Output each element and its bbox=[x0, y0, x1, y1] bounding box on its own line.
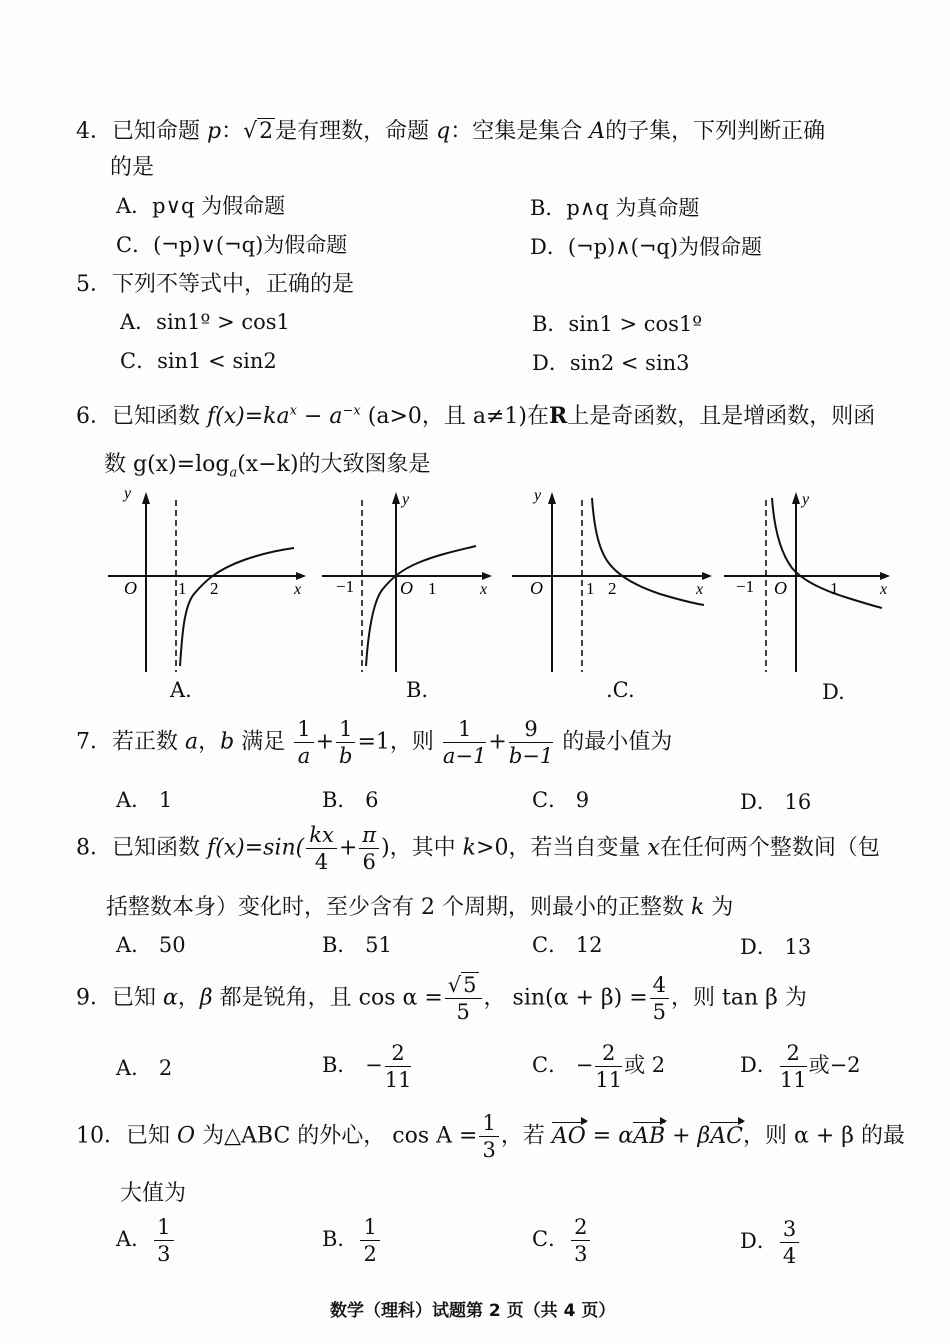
q6-graph-a-label[interactable]: A. bbox=[170, 678, 192, 702]
q6-graph-c-label[interactable]: .C. bbox=[606, 678, 635, 702]
q6-graph-b-label[interactable]: B. bbox=[406, 678, 429, 702]
fraction: $\frac{4}{5}$ bbox=[650, 972, 669, 1025]
origin-label: O bbox=[530, 578, 543, 598]
q6-graph-c bbox=[510, 486, 720, 676]
fraction: $\frac{1}{3}$ bbox=[479, 1110, 498, 1163]
fraction: $\frac{1}{a}$ bbox=[294, 716, 313, 769]
tick-1: 1 bbox=[586, 579, 595, 598]
y-axis-arrow bbox=[548, 492, 556, 504]
x-label: x bbox=[696, 581, 704, 598]
curve bbox=[366, 546, 476, 666]
x-label: x bbox=[294, 581, 302, 598]
q4-option-a[interactable]: A．p∨q 为假命题 bbox=[116, 194, 286, 218]
curve bbox=[180, 548, 294, 666]
tick-1: 1 bbox=[830, 579, 839, 598]
tick-2: 2 bbox=[210, 579, 219, 598]
x-axis-arrow bbox=[296, 572, 306, 580]
vector-ab: AB bbox=[633, 1123, 666, 1149]
origin-label: O bbox=[124, 578, 137, 598]
x-label: x bbox=[480, 581, 488, 598]
q6-graph-d-label[interactable]: D. bbox=[822, 680, 845, 704]
tick-2: 2 bbox=[608, 579, 617, 598]
q7-option-a[interactable]: A． 1 bbox=[116, 788, 173, 812]
q7-option-d[interactable]: D． 16 bbox=[740, 790, 812, 814]
q4-option-d[interactable]: D．(¬p)∧(¬q)为假命题 bbox=[530, 235, 763, 259]
q5-stem: 5．下列不等式中，正确的是 bbox=[76, 272, 355, 297]
x-axis-arrow bbox=[702, 572, 712, 580]
y-label: y bbox=[802, 491, 810, 508]
curve bbox=[772, 498, 882, 608]
fraction: $\frac{2}{11}$ bbox=[595, 1041, 623, 1092]
tick-neg1: −1 bbox=[336, 577, 355, 596]
q5-option-c[interactable]: C．sin1 < sin2 bbox=[120, 349, 277, 373]
fraction: $\frac{1}{a-1}$ bbox=[442, 717, 487, 768]
fraction: $\frac{2}{11}$ bbox=[384, 1041, 412, 1092]
fraction: $\frac{kx}{4}$ bbox=[306, 822, 337, 875]
tick-neg1: −1 bbox=[736, 577, 755, 596]
q7-option-c[interactable]: C． 9 bbox=[532, 788, 590, 812]
vector-ac: AC bbox=[710, 1123, 743, 1149]
fraction: $\frac{2}{3}$ bbox=[571, 1214, 590, 1267]
tick-1: 1 bbox=[428, 579, 437, 598]
origin-label: O bbox=[400, 578, 413, 598]
page-footer: 数学（理科）试题第 2 页（共 4 页） bbox=[330, 1301, 616, 1321]
q6-stem-line2: 数 $g(x)=\log_a(x-k)$的大致图象是 bbox=[104, 452, 431, 481]
q5-option-a[interactable]: A．sin1º > cos1 bbox=[120, 310, 290, 334]
q9-option-d[interactable]: D． $\frac{2}{11}$ 或−2 bbox=[740, 1041, 861, 1092]
q4-stem-line1: 4．已知命题 p：√2是有理数，命题 q：空集是集合 A的子集，下列判断正确 bbox=[76, 119, 826, 144]
q6-stem-line1: 6．已知函数 $f(x)=ka^x - a^{-x}$ (a>0，且 a≠1)在R上是奇函数，且是增函数，则函 bbox=[76, 403, 876, 429]
q6-graph-b bbox=[320, 486, 500, 676]
fraction: $\frac{1}{b}$ bbox=[336, 716, 355, 769]
q10-stem-line1: 10．已知 O 为△ABC 的外心， cos A = $\frac{1}{3}$ ，若 AO = αAB + βAC，则 α + β 的最 bbox=[76, 1111, 905, 1162]
y-label: y bbox=[534, 487, 542, 504]
x-axis-arrow bbox=[880, 572, 890, 580]
q4-stem-line2: 的是 bbox=[110, 155, 155, 180]
y-axis-arrow bbox=[142, 492, 150, 504]
q8-option-d[interactable]: D． 13 bbox=[740, 935, 812, 959]
x-label: x bbox=[880, 581, 888, 598]
q7-stem: 7．若正数 a，b 满足 $\frac{1}{a}$ + $\frac{1}{b}$ =1，则 $\frac{1}{a-1}$ + $\frac{9}{b-1}$ 的最小值为 bbox=[76, 717, 673, 768]
origin-label: O bbox=[774, 578, 787, 598]
q8-stem-line2: 括整数本身）变化时，至少含有 2 个周期，则最小的正整数 k 为 bbox=[106, 895, 734, 920]
q9-option-a[interactable]: A． 2 bbox=[116, 1056, 173, 1080]
q7-option-b[interactable]: B． 6 bbox=[322, 788, 379, 812]
y-label: y bbox=[124, 486, 132, 502]
q10-option-b[interactable]: B． $\frac{1}{2}$ bbox=[322, 1214, 382, 1267]
tick-1: 1 bbox=[178, 579, 187, 598]
q6-graph-d bbox=[722, 486, 898, 676]
y-axis-arrow bbox=[392, 492, 400, 504]
fraction: $\frac{√5}{5}$ bbox=[445, 972, 482, 1025]
q9-option-b[interactable]: B． − $\frac{2}{11}$ bbox=[322, 1041, 412, 1092]
q10-stem-line2: 大值为 bbox=[120, 1181, 187, 1206]
q10-option-c[interactable]: C． $\frac{2}{3}$ bbox=[532, 1214, 592, 1267]
q4-option-c[interactable]: C．(¬p)∨(¬q)为假命题 bbox=[116, 233, 348, 257]
fraction: $\frac{3}{4}$ bbox=[780, 1216, 799, 1269]
y-label: y bbox=[402, 491, 410, 508]
fraction: $\frac{1}{2}$ bbox=[360, 1214, 379, 1267]
q10-option-a[interactable]: A． $\frac{1}{3}$ bbox=[116, 1214, 176, 1267]
x-axis-arrow bbox=[482, 572, 492, 580]
q8-option-c[interactable]: C． 12 bbox=[532, 933, 603, 957]
q9-stem: 9．已知 α，β 都是锐角，且 cos α = $\frac{√5}{5}$ ， sin(α + β) = $\frac{4}{5}$ ，则 tan β 为 bbox=[76, 973, 807, 1024]
q6-graph-a bbox=[104, 486, 314, 676]
fraction: $\frac{\pi}{6}$ bbox=[359, 822, 379, 875]
q4-option-b[interactable]: B．p∧q 为真命题 bbox=[530, 196, 700, 220]
vector-ao: AO bbox=[551, 1123, 586, 1149]
q8-option-a[interactable]: A． 50 bbox=[116, 933, 186, 957]
q5-option-b[interactable]: B．sin1 > cos1º bbox=[532, 312, 703, 336]
fraction: $\frac{2}{11}$ bbox=[779, 1041, 807, 1092]
q8-stem-line1: 8．已知函数 f(x)=sin( $\frac{kx}{4}$ + $\frac{\pi}{6}$ )，其中 k>0，若当自变量 x在任何两个整数间（包 bbox=[76, 823, 880, 874]
fraction: $\frac{1}{3}$ bbox=[154, 1214, 173, 1267]
q8-option-b[interactable]: B． 51 bbox=[322, 933, 392, 957]
q10-option-d[interactable]: D． $\frac{3}{4}$ bbox=[740, 1216, 801, 1269]
q9-option-c[interactable]: C． − $\frac{2}{11}$ 或 2 bbox=[532, 1041, 666, 1092]
fraction: $\frac{9}{b-1}$ bbox=[508, 717, 554, 768]
y-axis-arrow bbox=[792, 492, 800, 504]
q5-option-d[interactable]: D．sin2 < sin3 bbox=[532, 351, 690, 375]
